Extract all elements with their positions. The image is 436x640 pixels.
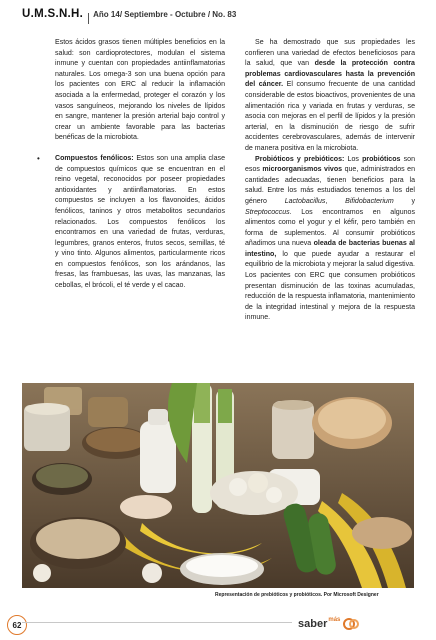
- paragraph-omega3: Estos ácidos grasos tienen múltiples beneficios en la salud: son cardioprotectores, modulan el sistema inmune y cuentan con propiedades antiinflamatorias naturales. Los omega-3 son una buena opción para los pacientes con ERC al reducir la inflamación asociada a la enfermedad, proteger el corazón y los vasos sanguíneos, mejorando los niveles de lípidos en sangre, mantener la presión arterial bajo control y crear un ambiente favorable para las bacterias benéficas de la microbiota.: [55, 39, 225, 142]
- paragraph-probiotics: [245, 155, 415, 325]
- page-header: [22, 8, 422, 28]
- text-run: Los: [344, 155, 363, 163]
- text-bold-run: probióticos: [362, 155, 401, 163]
- brand-logo: [298, 615, 359, 633]
- bullet-title: Compuestos fenólicos:: [55, 154, 134, 162]
- text-run: . Los encontramos en algunos alimentos como el yogur y el kéfir, pero también en forma de suplementos. Al consumir probióticos añadimos una nueva: [245, 208, 415, 248]
- bullet-phenolic-compounds: [37, 153, 225, 292]
- footer-divider: [22, 622, 292, 623]
- section-title-probiotics: Probióticos y prebióticos:: [255, 155, 345, 163]
- food-illustration: [22, 383, 414, 588]
- text-run: y: [393, 197, 415, 205]
- magazine-title: U.M.S.N.H.: [22, 8, 84, 20]
- bullet-icon: •: [37, 153, 40, 163]
- text-italic-run: Streptococcus: [245, 208, 290, 216]
- page-footer: [0, 612, 436, 640]
- bullet-text: Estos son una amplia clase de compuestos químicos que se encuentran en el reino vegetal, reconocidos por poseer propiedades antioxidantes y antiinflamatorias. En estos compuestos se incluyen a los flavonoides, ácidos fenólicos, taninos y otros metabolitos secundarios relacionados. Los compuestos fenólicos los encontramos en una variedad de frutas, verduras, legumbres, granos enteros, frutos secos, semillas, té y vino tinto. Algunos alimentos, particularmente ricos en compuestos fenólicos, son los arándanos, las fresas, las frambuesas, las uvas, las manzanas, las cebollas, el brócoli, el té verde y el cacao.: [55, 154, 225, 290]
- photo-caption: Representación de prebióticos y probióticos. Por Microsoft Designer: [215, 592, 379, 598]
- text-bold-run: microorganismos vivos: [262, 166, 343, 174]
- text-run: que, administrados en cantidades adecuadas, tienen beneficios para la salud. Entre los más estudiados tenemos a los del género: [245, 166, 416, 205]
- header-divider: [88, 13, 89, 24]
- text-run: son esos: [245, 155, 415, 174]
- text-run: ,: [325, 197, 346, 205]
- text-bold-run: desde la protección contra problemas cardiovasculares hasta la prevención del cáncer.: [245, 60, 415, 89]
- left-column: [37, 38, 225, 292]
- food-photo: [22, 383, 414, 588]
- text-run: Se ha demostrado que sus propiedades les confieren una variedad de efectos beneficiosos para la salud, que van: [245, 39, 415, 68]
- text-italic-run: Bifidobacterium: [345, 197, 394, 205]
- text-run: El consumo frecuente de una cantidad considerable de estos bioactivos, provenientes de una alimentación rica y variada en frutas y verduras, se asocia con mejoras en el perfil de lípidos y la presión arterial, en la disminución de riesgo de sufrir accidentes cerebrovasculares, además de intervenir de manera positiva en la microbiota.: [245, 81, 415, 152]
- brand-sub: más: [328, 617, 341, 623]
- right-column: [245, 38, 415, 324]
- paragraph-benefits: [245, 38, 415, 155]
- brand-name: saber: [298, 618, 328, 630]
- brand-mark-icon: [343, 616, 359, 632]
- text-run: lo que puede ayudar a restaurar el equilibrio de la microbiota y mejorar la salud digestiva. Los pacientes con ERC que consumen probióticos presentan disminución de las toxinas acumuladas, reducción de la respuesta inflamatoria, mantenimiento de la integridad intestinal y mejora de la respuesta inmune.: [245, 250, 415, 322]
- text-italic-run: Lactobacillus: [284, 197, 326, 205]
- issue-info: Año 14/ Septiembre - Octubre / No. 83: [93, 10, 237, 19]
- text-bold-run: oleada de bacterias buenas al intestino,: [245, 240, 415, 258]
- page-number: 62: [7, 615, 27, 635]
